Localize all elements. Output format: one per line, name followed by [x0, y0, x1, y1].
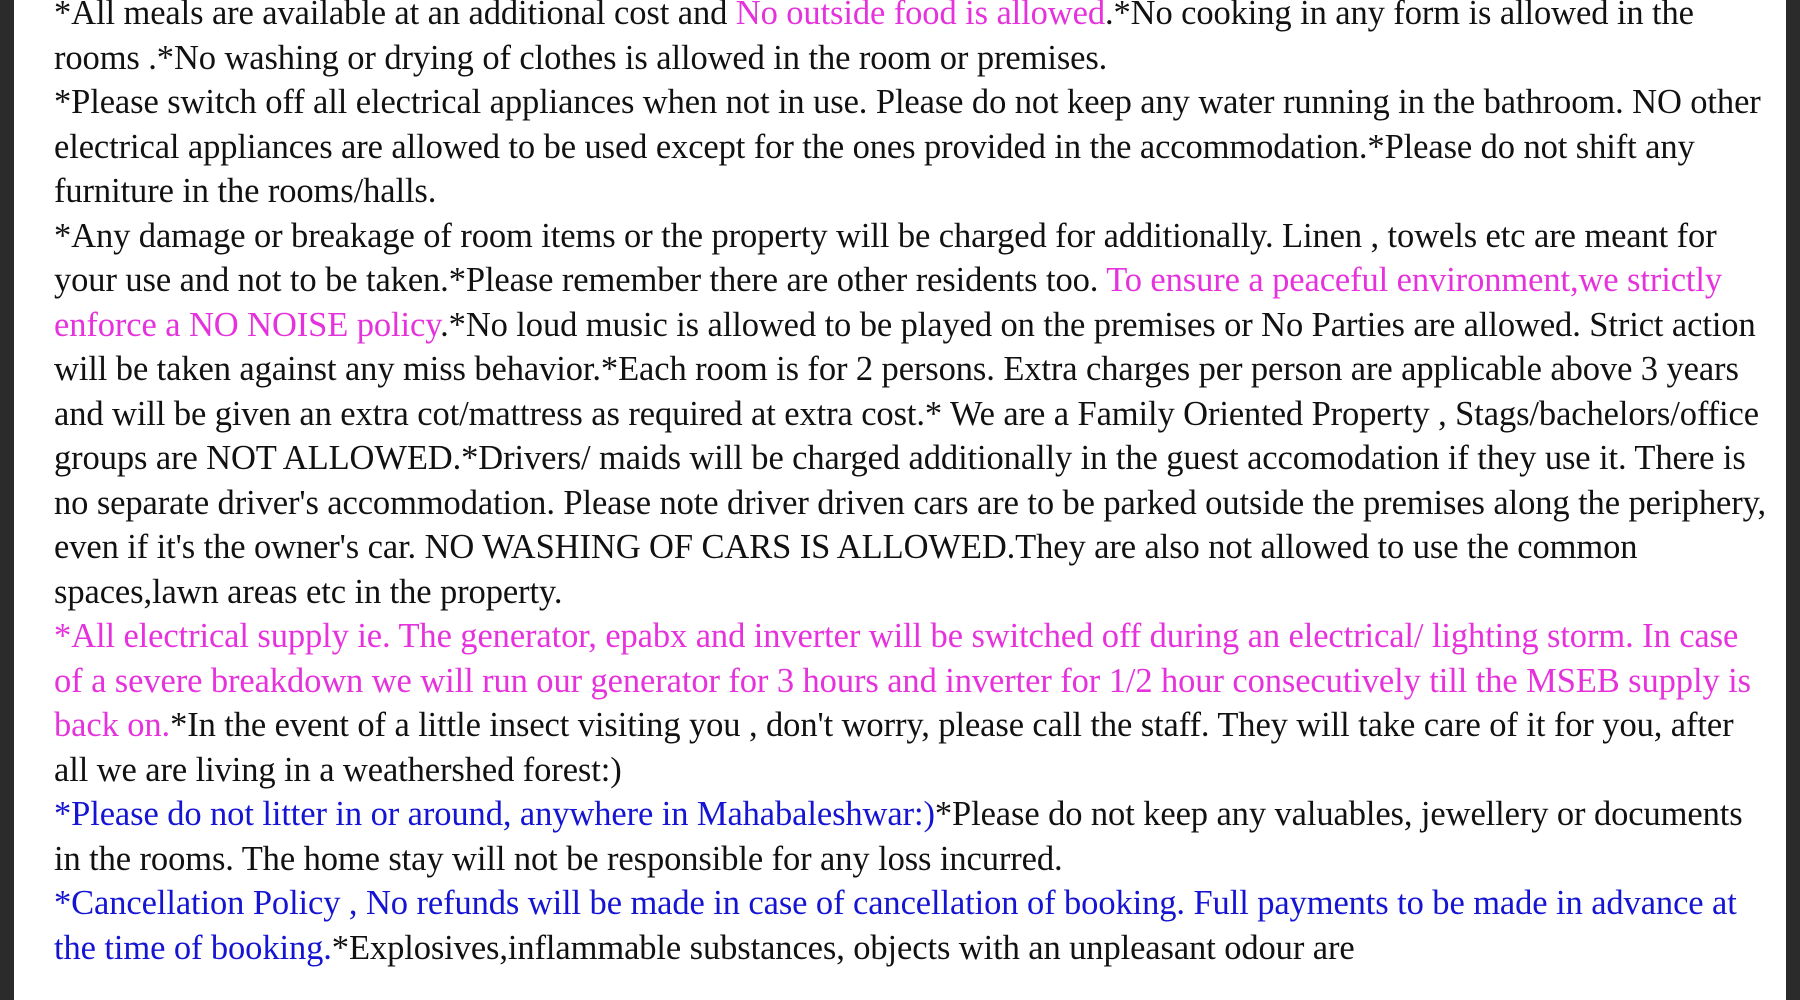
rule-text: *Explosives,inflammable substances, objects with an unpleasant odour are — [331, 928, 1355, 967]
house-rules-text — [54, 0, 1774, 970]
rule-paragraph — [54, 214, 1774, 615]
rule-paragraph — [54, 80, 1774, 214]
pink-highlight-text: To ensure a peaceful environment,we strictly enforce a NO NOISE policy — [54, 261, 1723, 344]
rule-text: *Please do not keep any valuables, jewellery or documents in the rooms. The home stay will not be responsible for any loss incurred. — [54, 795, 1743, 878]
pink-highlight-text: No outside food is allowed — [735, 0, 1105, 32]
rule-text: *In the event of a little insect visiting you , don't worry, please call the staff. They will take care of it for you, after all we are living in a weathershed forest:) — [54, 706, 1734, 789]
rule-paragraph — [54, 0, 1774, 80]
rule-text: .*No loud music is allowed to be played on the premises or No Parties are allowed. Strict action will be taken against any miss behavior.*Each room is for 2 persons. Extra charges per person are applicable above 3 years and will be given an extra cot/mattress as required at extra cost.* We are a Family Oriented Property , Stags/bachelors/office groups are NOT ALLOWED.*Drivers/ maids will be charged additionally in the guest accomodation if they use it. There is no separate driver's accommodation. Please note driver driven cars are to be parked outside the premises along the periphery, even if it's the owner's car. NO WASHING OF CARS IS ALLOWED.They are also not allowed to use the common spaces,lawn areas etc in the property. — [54, 305, 1767, 611]
rule-text: *Please switch off all electrical appliances when not in use. Please do not keep any water running in the bathroom. NO other electrical appliances are allowed to be used except for the ones provided in the accommodation.*Please do not shift any furniture in the rooms/halls. — [54, 83, 1761, 210]
pink-highlight-text: *All electrical supply ie. The generator, epabx and inverter will be switched off during an electrical/ lighting storm. In case of a severe breakdown we will run our generator for 3 hours and inverter for 1/2 hour consecutively till the MSEB supply is back on. — [54, 617, 1751, 744]
document-viewport[interactable] — [14, 0, 1786, 1000]
rule-text: .*No cooking in any form is allowed in the rooms .*No washing or drying of clothes is allowed in the room or premises. — [54, 0, 1694, 77]
right-frame-edge — [1786, 0, 1800, 1000]
blue-highlight-text: *Please do not litter in or around, anywhere in Mahabaleshwar:) — [54, 795, 935, 833]
rule-paragraph — [54, 614, 1774, 792]
rule-text: *All meals are available at an additional cost and — [54, 0, 736, 32]
rule-text: *Any damage or breakage of room items or the property will be charged for additionally. Linen , towels etc are meant for your use and not to be taken.*Please remember there are other residents too. — [54, 216, 1717, 299]
rule-paragraph — [54, 881, 1774, 970]
left-frame-edge — [0, 0, 14, 1000]
blue-highlight-text: *Cancellation Policy , No refunds will be made in case of cancellation of booking. Full payments to be made in advance at the time of booking. — [54, 884, 1737, 967]
rule-paragraph — [54, 792, 1774, 881]
